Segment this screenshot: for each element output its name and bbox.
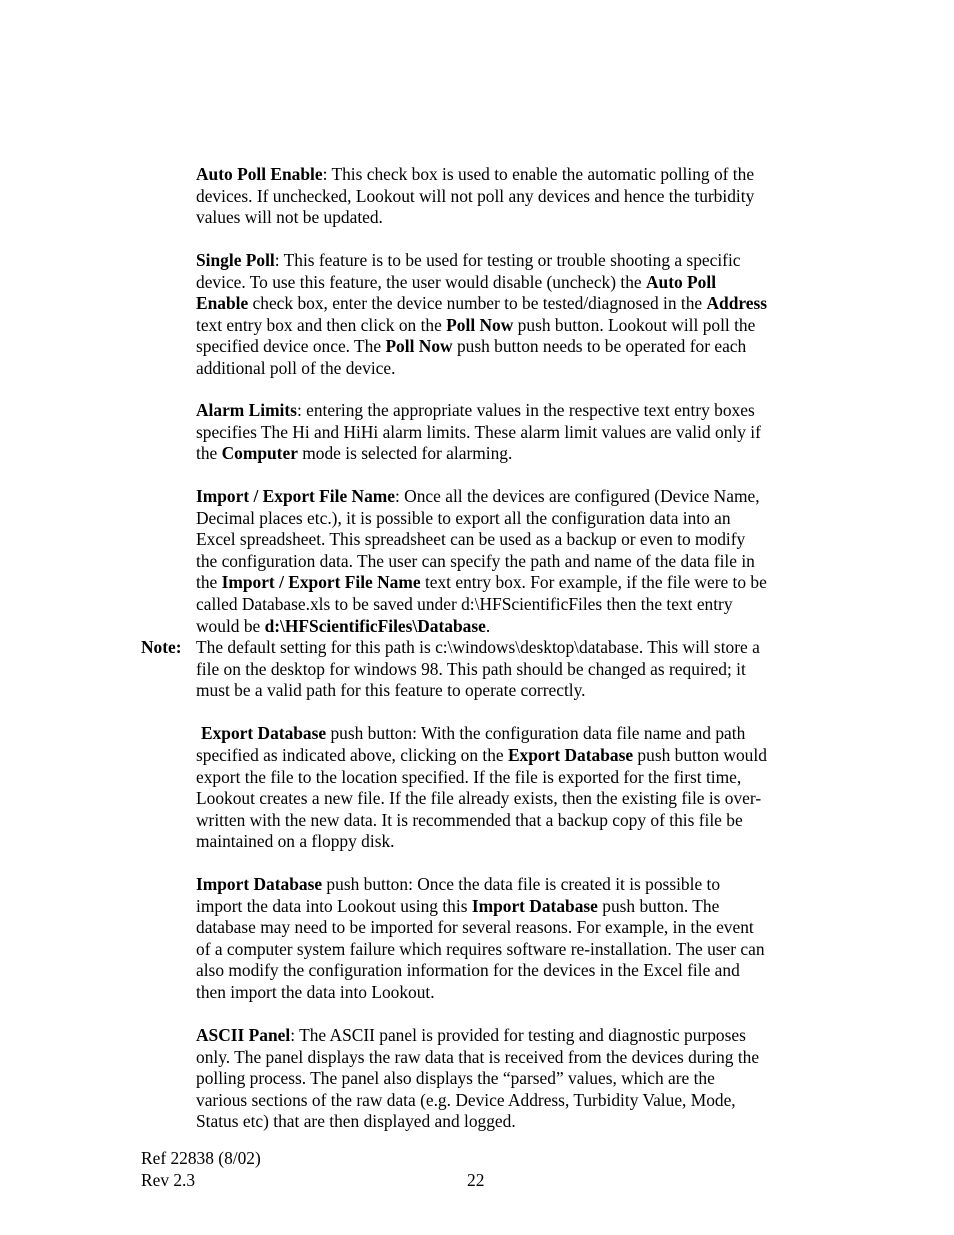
page-number: 22 [467, 1170, 485, 1190]
footer-rev: Rev 2.3 [141, 1169, 196, 1190]
import-export-term: Import / Export File Name [196, 486, 395, 506]
export-database-paragraph: Export Database push button: With the configuration data file name and path [201, 723, 746, 743]
single-poll-term: Single Poll [196, 250, 275, 270]
ascii-panel-paragraph: ASCII Panel: The ASCII panel is provided for testing and diagnostic purposes only. The panel displays the raw data that is received from the devices during the polling process. The panel also displays the “parsed” values, which are the various sections of the raw data (e.g. Device Address, Turbidity Value, Mode, Status etc) that are then displayed and logged. [196, 1025, 760, 1132]
note-label: Note: [141, 637, 182, 657]
import-database-paragraph: Import Database push button: Once the data file is created it is possible to import the data into Lookout using this Import Database push button. The database may need to be imported for several reasons. For example, in the event of a computer system failure which requires software re-installation. The user can also modify the configuration information for the devices in the Excel file and then import the data into Lookout. [196, 874, 765, 1002]
import-export-file-name-paragraph: Import / Export File Name: Once all the devices are configured (Device Name, Decimal places etc.), it is possible to export all the configuration data into an Excel spreadsheet. This spreadsheet can be used as a backup or even to modify the configuration data. The user can specify the path and name of the data file in the Import / Export File Name text entry box. For example, if the file were to be called Database.xls to be saved under d:\HFScientificFiles then the text entry would be d:\HFScientificFiles\Database. [196, 486, 767, 636]
alarm-limits-paragraph: Alarm Limits: entering the appropriate values in the respective text entry boxes specifies The Hi and HiHi alarm limits. These alarm limit values are valid only if the Computer mode is selected for alarming. [196, 400, 761, 464]
note-paragraph: The default setting for this path is c:\windows\desktop\database. This will store a file on the desktop for windows 98. This path should be changed as required; it must be a valid path for this feature to operate correctly. [196, 637, 760, 701]
single-poll-paragraph: Single Poll: This feature is to be used for testing or trouble shooting a specific device. To use this feature, the user would disable (uncheck) the Auto Poll Enable check box, enter the device number to be tested/diagnosed in the Address text entry box and then click on the Poll Now push button. Lookout will poll the specified device once. The Poll Now push button needs to be operated for each additional poll of the device. [196, 250, 768, 378]
alarm-limits-term: Alarm Limits [196, 400, 297, 420]
auto-poll-enable-term: Auto Poll Enable [196, 164, 323, 184]
footer-ref: Ref 22838 (8/02) [141, 1148, 261, 1168]
export-database-paragraph-cont: specified as indicated above, clicking on the Export Database push button would export the file to the location specified. If the file is exported for the first time, Lookout creates a new file. If the file already exists, then the existing file is over- written with the new data. It is recommended that a backup copy of this file be maintained on a floppy disk. [196, 745, 767, 852]
ascii-panel-term: ASCII Panel [196, 1025, 291, 1045]
import-database-term: Import Database [196, 874, 323, 894]
export-database-term: Export Database [201, 723, 327, 743]
footer-reference [141, 1148, 261, 1191]
auto-poll-enable-paragraph: Auto Poll Enable: This check box is used to enable the automatic polling of the devices. If unchecked, Lookout will not poll any devices and hence the turbidity values will not be updated. [196, 164, 755, 228]
